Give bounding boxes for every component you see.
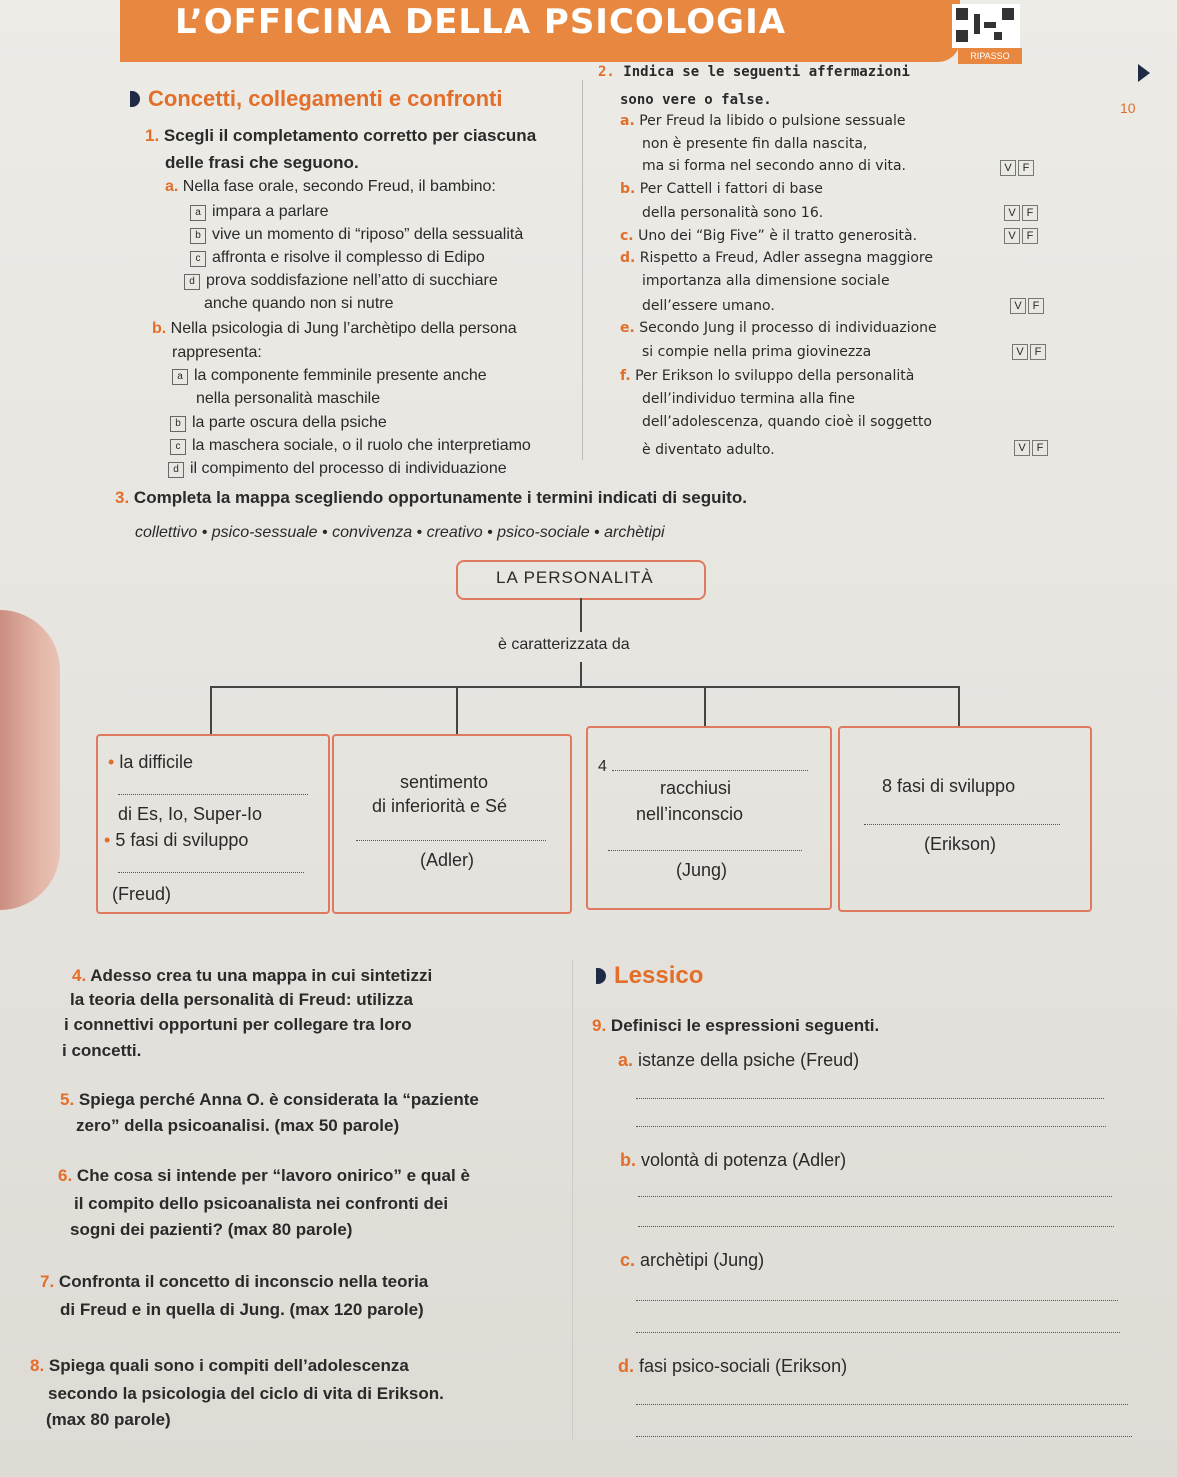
q2d-line3: dell’essere umano. (642, 298, 775, 314)
blank-answer[interactable] (612, 770, 808, 771)
q2c-line1: c. Uno dei “Big Five” è il tratto generosità. (620, 228, 918, 244)
q1a-option-d-cont: anche quando non si nutre (204, 295, 394, 312)
answer-line[interactable] (636, 1404, 1128, 1405)
ripasso-badge: RIPASSO (958, 48, 1022, 64)
answer-line[interactable] (636, 1332, 1120, 1333)
q2f-line3: dell’adolescenza, quando cioè il soggetto (642, 414, 932, 430)
q9c: c. archètipi (Jung) (620, 1250, 765, 1270)
q8-line3: (max 80 parole) (46, 1410, 171, 1429)
q2f-line1: f. Per Erikson lo sviluppo della personalità (620, 368, 915, 384)
map-root-label: LA PERSONALITÀ (496, 568, 654, 587)
q4-line3: i connettivi opportuni per collegare tra loro (64, 1015, 412, 1034)
map-connector (210, 686, 960, 688)
q9-prompt: 9. Definisci le espressioni seguenti. (592, 1016, 880, 1035)
page-mark: 10 (1120, 100, 1136, 116)
blank-answer[interactable] (608, 850, 802, 851)
blank-answer[interactable] (118, 794, 308, 795)
q1b-option-b[interactable]: b la parte oscura della psiche (170, 414, 387, 432)
blank-answer[interactable] (118, 872, 304, 873)
q5-line2: zero” della psicoanalisi. (max 50 parole) (76, 1116, 400, 1135)
map-connector (456, 686, 458, 734)
q1-prompt-line2: delle frasi che seguono. (165, 153, 359, 172)
map-box-freud-l3: • 5 fasi di sviluppo (104, 830, 249, 850)
map-box-jung-number: 4 (598, 758, 607, 775)
bullet-icon (130, 91, 140, 107)
map-connector (958, 686, 960, 726)
q2d-line1: d. Rispetto a Freud, Adler assegna maggiore (620, 250, 933, 266)
play-arrow-icon (1138, 64, 1150, 82)
q1a-option-d[interactable]: d prova soddisfazione nell’atto di succhiare (184, 272, 498, 290)
q6-line3: sogni dei pazienti? (max 80 parole) (70, 1220, 353, 1239)
map-box-jung-l2: nell’inconscio (636, 804, 744, 824)
map-link-label: è caratterizzata da (498, 636, 630, 653)
q6-line2: il compito dello psicoanalista nei confronti dei (74, 1194, 449, 1213)
q2b-line1: b. Per Cattell i fattori di base (620, 181, 823, 197)
q2f-line2: dell’individuo termina alla fine (642, 391, 855, 407)
q9d: d. fasi psico-sociali (Erikson) (618, 1356, 848, 1376)
map-connector (704, 686, 706, 726)
q2a-vf[interactable]: V F (1000, 160, 1036, 176)
answer-line[interactable] (636, 1098, 1104, 1099)
section-title-concetti: Concetti, collegamenti e confronti (130, 86, 502, 112)
q1b-option-a[interactable]: a la componente femminile presente anche (172, 367, 487, 385)
map-box-jung-l3: (Jung) (676, 860, 728, 880)
q2b-vf[interactable]: V F (1004, 205, 1040, 221)
q3-terms: collettivo • psico-sessuale • convivenza • creativo • psico-sociale • archètipi (135, 524, 665, 541)
map-box-adler (332, 734, 572, 914)
q8-line2: secondo la psicologia del ciclo di vita di Erikson. (48, 1384, 444, 1403)
qr-code-icon (952, 4, 1020, 48)
map-box-erikson-l2: (Erikson) (924, 834, 997, 854)
q2e-vf[interactable]: V F (1012, 344, 1048, 360)
map-box-erikson-l1: 8 fasi di sviluppo (882, 776, 1016, 796)
q2d-vf[interactable]: V F (1010, 298, 1046, 314)
q1b-option-c[interactable]: c la maschera sociale, o il ruolo che interpretiamo (170, 437, 531, 455)
q4-line1: 4. Adesso crea tu una mappa in cui sintetizzi (72, 966, 433, 985)
answer-line[interactable] (636, 1436, 1132, 1437)
blank-answer[interactable] (864, 824, 1060, 825)
bullet-icon (596, 968, 606, 984)
q2a-line2: non è presente fin dalla nascita, (642, 136, 868, 152)
q4-line2: la teoria della personalità di Freud: utilizza (70, 990, 413, 1009)
q2a-line3: ma si forma nel secondo anno di vita. (642, 158, 907, 174)
q5-line1: 5. Spiega perché Anna O. è considerata la “paziente (60, 1090, 479, 1109)
answer-line[interactable] (636, 1300, 1118, 1301)
answer-line[interactable] (636, 1126, 1106, 1127)
q2c-vf[interactable]: V F (1004, 228, 1040, 244)
q2f-vf[interactable]: V F (1014, 440, 1050, 456)
map-box-adler-l2: di inferiorità e Sé (372, 796, 508, 816)
q9b: b. volontà di potenza (Adler) (620, 1150, 847, 1170)
page-title: L’OFFICINA DELLA PSICOLOGIA (175, 2, 787, 42)
map-box-jung-l1: racchiusi (660, 778, 732, 798)
q1a-option-a[interactable]: a impara a parlare (190, 203, 329, 221)
q4-line4: i concetti. (62, 1041, 142, 1060)
answer-line[interactable] (638, 1226, 1114, 1227)
q7-line1: 7. Confronta il concetto di inconscio nella teoria (40, 1272, 429, 1291)
q1a-option-b[interactable]: b vive un momento di “riposo” della sessualità (190, 226, 523, 244)
q6-line1: 6. Che cosa si intende per “lavoro onirico” e qual è (58, 1166, 470, 1185)
answer-line[interactable] (638, 1196, 1112, 1197)
q1a-stem: a. Nella fase orale, secondo Freud, il bambino: (165, 178, 496, 195)
map-box-erikson (838, 726, 1092, 912)
q2-prompt-line1: 2. Indica se le seguenti affermazioni (598, 64, 910, 80)
q1b-stem2: rappresenta: (172, 344, 262, 361)
q3-prompt: 3. Completa la mappa scegliendo opportunamente i termini indicati di seguito. (115, 488, 747, 507)
section-title-lessico: Lessico (596, 962, 703, 990)
q2a-line1: a. Per Freud la libido o pulsione sessuale (620, 113, 906, 129)
q1b-option-d[interactable]: d il compimento del processo di individuazione (168, 460, 507, 478)
q2-prompt-line2: sono vere o false. (620, 92, 772, 108)
map-connector (210, 686, 212, 734)
q1b-option-a-cont: nella personalità maschile (196, 390, 381, 407)
map-box-freud-l1: • la difficile (108, 752, 194, 772)
thumb-photo-overlay (0, 610, 60, 910)
q2e-line2: si compie nella prima giovinezza (642, 344, 872, 360)
map-box-adler-l1: sentimento (400, 772, 489, 792)
q7-line2: di Freud e in quella di Jung. (max 120 parole) (60, 1300, 424, 1319)
map-connector (580, 598, 582, 632)
q1-prompt-line1: 1. Scegli il completamento corretto per ciascuna (145, 126, 537, 145)
column-divider (572, 960, 573, 1440)
column-divider (582, 80, 583, 460)
q1a-option-c[interactable]: c affronta e risolve il complesso di Edipo (190, 249, 485, 267)
q2e-line1: e. Secondo Jung il processo di individuazione (620, 320, 937, 336)
q2d-line2: importanza alla dimensione sociale (642, 273, 890, 289)
map-connector (580, 662, 582, 688)
map-box-freud-l2: di Es, Io, Super-Io (118, 804, 263, 824)
q2f-line4: è diventato adulto. (642, 442, 775, 458)
q9a: a. istanze della psiche (Freud) (618, 1050, 860, 1070)
q1b-stem: b. Nella psicologia di Jung l’archètipo della persona (152, 320, 517, 337)
map-box-freud-l4: (Freud) (112, 884, 172, 904)
map-box-adler-l3: (Adler) (420, 850, 475, 870)
q8-line1: 8. Spiega quali sono i compiti dell’adolescenza (30, 1356, 409, 1375)
q2b-line2: della personalità sono 16. (642, 205, 824, 221)
blank-answer[interactable] (356, 840, 546, 841)
